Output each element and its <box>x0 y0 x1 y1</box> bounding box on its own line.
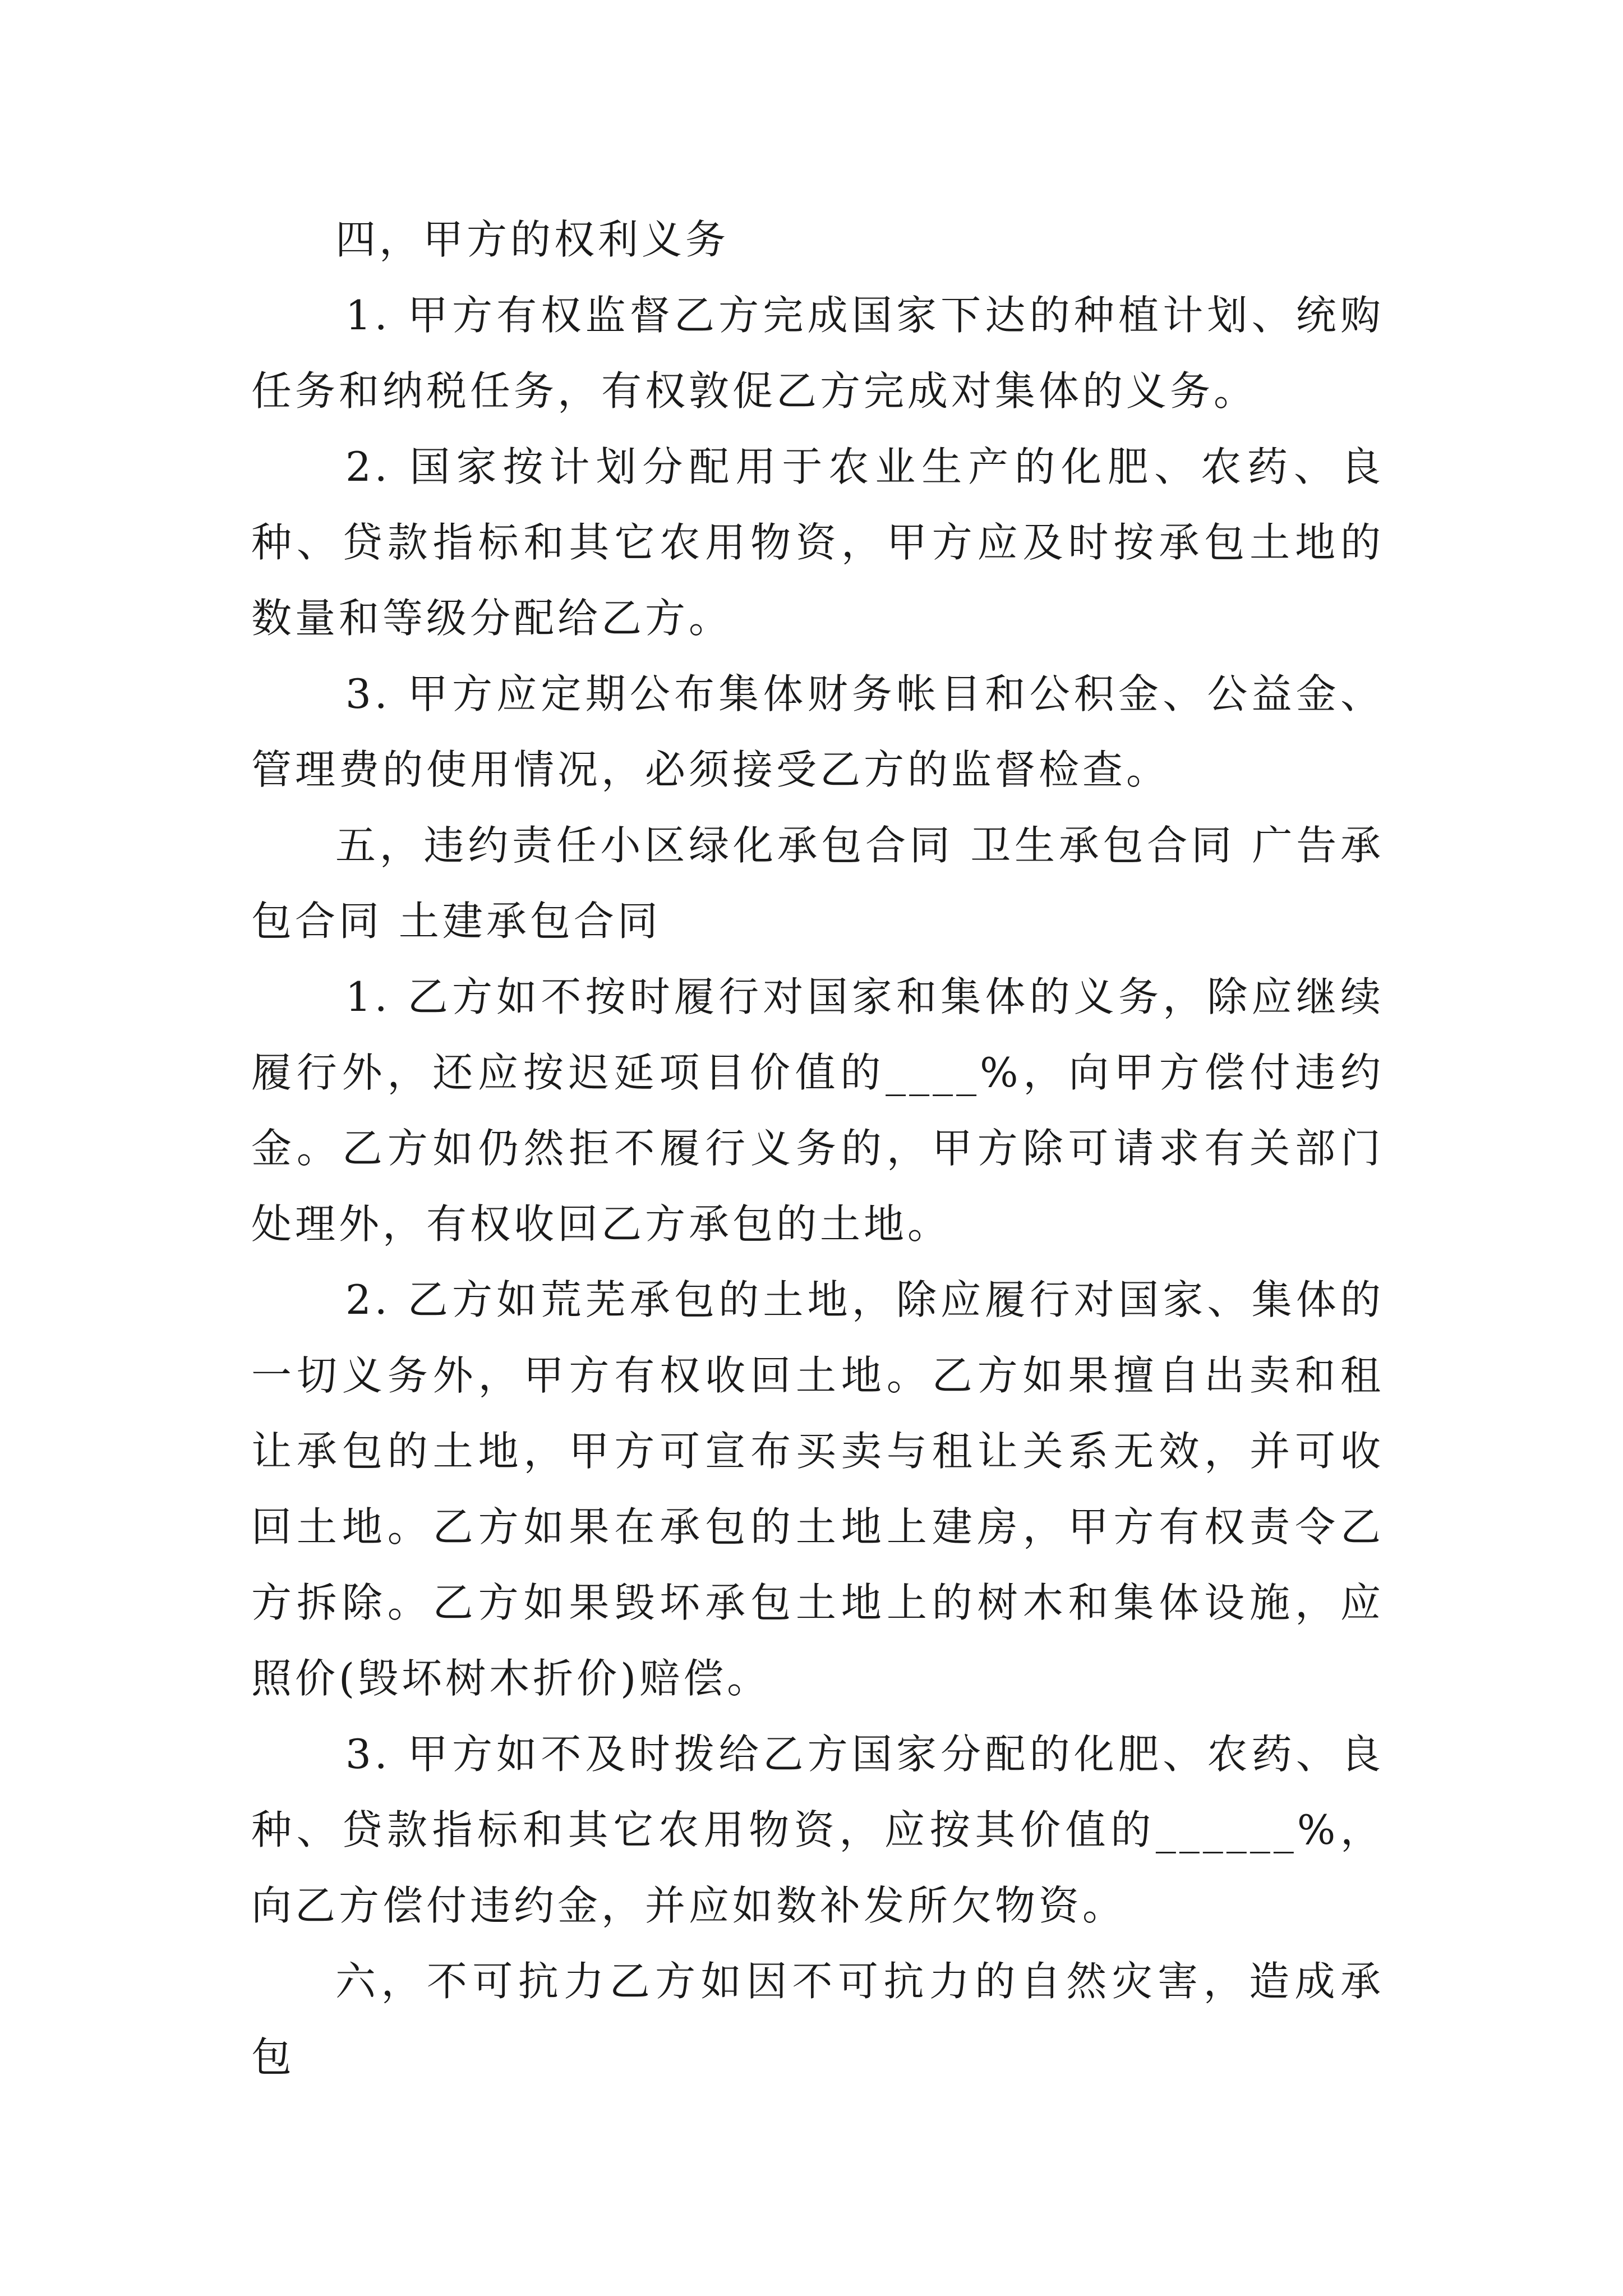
clause-paragraph: 2. 国家按计划分配用于农业生产的化肥、农药、良种、贷款指标和其它农用物资，甲方应及时按承包土地的数量和等级分配给乙方。 <box>251 443 1384 642</box>
clause-paragraph: 1. 乙方如不按时履行对国家和集体的义务，除应继续履行外，还应按迟延项目价值的____%，向甲方偿付违约金。乙方如仍然拒不履行义务的，甲方除可请求有关部门处理外，有权收回乙方承包的土地。 <box>251 973 1384 1248</box>
clause-paragraph: 3. 甲方应定期公布集体财务帐目和公积金、公益金、管理费的使用情况，必须接受乙方的监督检查。 <box>251 670 1384 793</box>
clause-paragraph: 2. 乙方如荒芜承包的土地，除应履行对国家、集体的一切义务外，甲方有权收回土地。乙方如果擅自出卖和租让承包的土地，甲方可宣布买卖与租让关系无效，并可收回土地。乙方如果在承包的土地上建房，甲方有权责令乙方拆除。乙方如果毁坏承包土地上的树木和集体设施，应照价(毁坏树木折价)赔偿。 <box>251 1276 1384 1702</box>
document-body <box>251 202 1384 2095</box>
clause-paragraph: 1. 甲方有权监督乙方完成国家下达的种植计划、统购任务和纳税任务，有权敦促乙方完成对集体的义务。 <box>251 292 1384 415</box>
section-heading-four: 四，甲方的权利义务 <box>335 216 730 263</box>
clause-paragraph: 3. 甲方如不及时拨给乙方国家分配的化肥、农药、良种、贷款指标和其它农用物资，应按其价值的______%，向乙方偿付违约金，并应如数补发所欠物资。 <box>251 1731 1384 1929</box>
section-heading-six: 六，不可抗力乙方如因不可抗力的自然灾害，造成承包 <box>251 1958 1384 2081</box>
section-heading-five: 五，违约责任小区绿化承包合同 卫生承包合同 广告承包合同 土建承包合同 <box>251 822 1384 945</box>
